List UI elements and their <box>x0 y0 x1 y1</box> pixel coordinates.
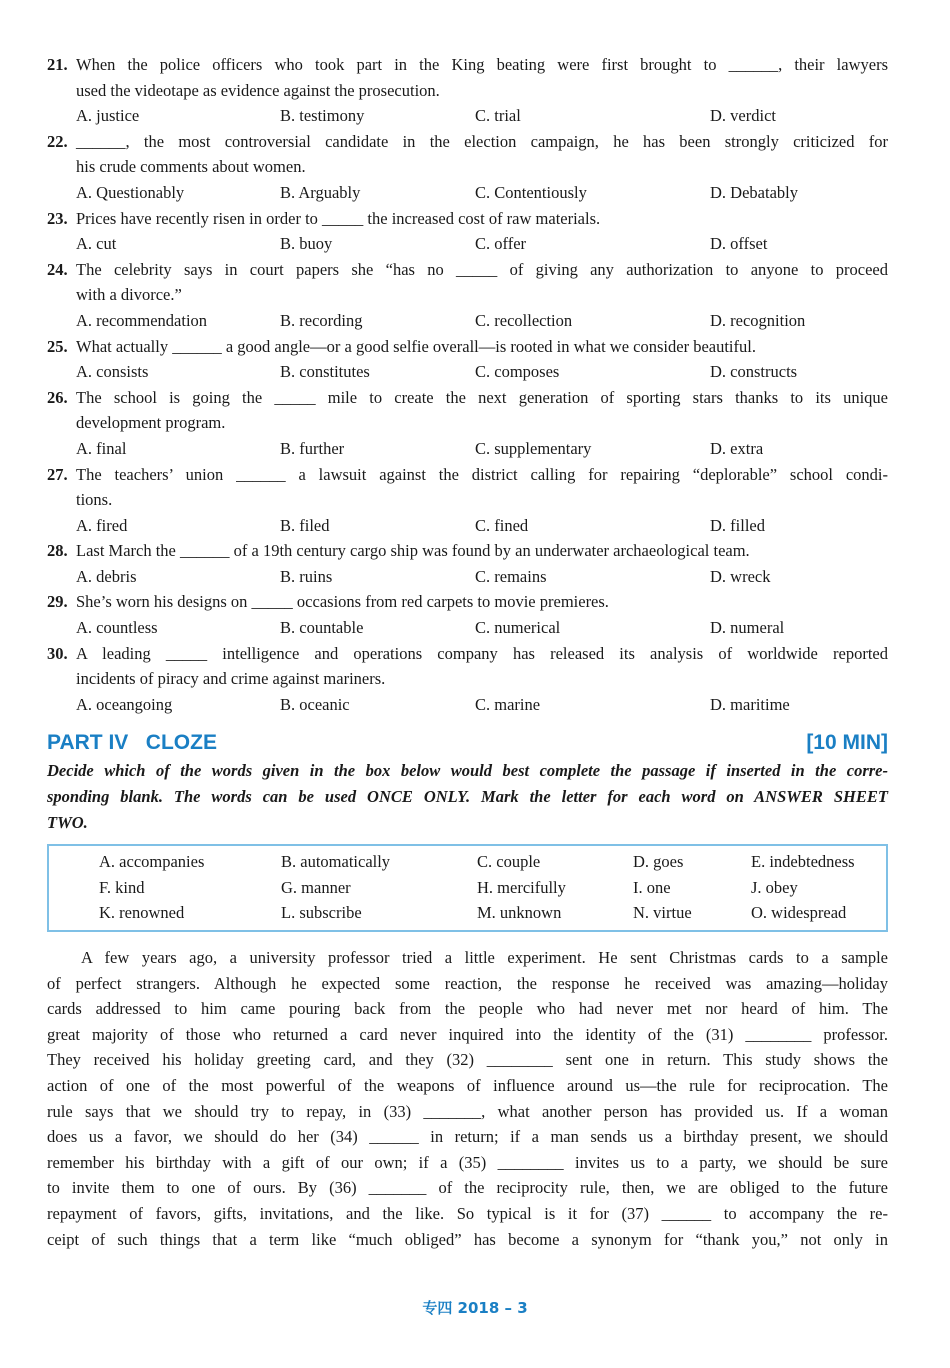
answer-options <box>47 436 888 462</box>
answer-option[interactable]: A. debris <box>76 566 137 586</box>
word-option: N. virtue <box>633 903 692 923</box>
answer-option[interactable]: C. trial <box>475 106 521 126</box>
word-option: I. one <box>633 877 671 897</box>
word-box-row <box>49 900 886 926</box>
question-number <box>47 666 76 692</box>
question-text: incidents of piracy and crime against mariners. <box>76 669 386 689</box>
instruction-line: sponding blank. The words can be used ONCE ONLY. Mark the letter for each word on ANSWER SHEET <box>47 787 888 807</box>
question-text: Prices have recently risen in order to _____ the increased cost of raw materials. <box>76 208 601 228</box>
word-option: D. goes <box>633 852 684 872</box>
answer-option[interactable]: A. countless <box>76 618 158 638</box>
part-header <box>47 728 888 758</box>
answer-option[interactable]: C. composes <box>475 362 560 382</box>
answer-option[interactable]: A. cut <box>76 234 117 254</box>
question-number: 22. <box>47 131 68 151</box>
word-option: B. automatically <box>281 852 391 872</box>
word-option: K. renowned <box>99 903 185 923</box>
word-option: F. kind <box>99 877 145 897</box>
answer-option[interactable]: C. fined <box>475 515 529 535</box>
part-title: PART IV CLOZE <box>47 731 217 755</box>
word-box-row <box>49 875 886 901</box>
question-text: The school is going the _____ mile to create the next generation of sporting stars thanks to its unique <box>76 387 888 407</box>
question-line <box>47 206 888 232</box>
question-line <box>47 487 888 513</box>
passage-line: great majority of those who returned a card never inquired into the identity of the (31) ________ professor. <box>47 1024 888 1044</box>
question-text: What actually ______ a good angle—or a good selfie overall—is rooted in what we consider beautiful. <box>76 336 756 356</box>
answer-option[interactable]: A. final <box>76 438 127 458</box>
question-text: The celebrity says in court papers she “has no _____ of giving any authorization to anyone to proceed <box>76 259 888 279</box>
question-text: She’s worn his designs on _____ occasions from red carpets to movie premieres. <box>76 592 609 612</box>
answer-option[interactable]: C. supplementary <box>475 438 592 458</box>
answer-option[interactable]: D. offset <box>710 234 768 254</box>
question-number: 24. <box>47 259 68 279</box>
passage-line: repayment of favors, gifts, invitations, and the like. So typical is it for (37) ______ to accompany the re- <box>47 1203 888 1223</box>
answer-option[interactable]: C. recollection <box>475 310 573 330</box>
instructions <box>47 758 888 835</box>
answer-option[interactable]: D. maritime <box>710 694 790 714</box>
passage-line: rule says that we should try to repay, in (33) _______, what another person has provided us. If a woman <box>47 1101 888 1121</box>
question-text: used the videotape as evidence against the prosecution. <box>76 80 440 100</box>
answer-options <box>47 308 888 334</box>
answer-option[interactable]: D. recognition <box>710 310 806 330</box>
question-line <box>47 666 888 692</box>
answer-options <box>47 180 888 206</box>
word-option: M. unknown <box>477 903 562 923</box>
answer-options <box>47 359 888 385</box>
answer-option[interactable]: D. Debatably <box>710 182 798 202</box>
answer-options <box>47 231 888 257</box>
passage-line: of perfect strangers. Although he expected some reaction, the response he received was amazing—holiday <box>47 973 888 993</box>
answer-option[interactable]: B. buoy <box>280 234 333 254</box>
word-option: O. widespread <box>751 903 847 923</box>
question-line <box>47 334 888 360</box>
instruction-line: TWO. <box>47 812 88 832</box>
answer-option[interactable]: B. further <box>280 438 345 458</box>
word-option: G. manner <box>281 877 351 897</box>
word-option: J. obey <box>751 877 798 897</box>
question-number <box>47 410 76 436</box>
answer-option[interactable]: A. justice <box>76 106 140 126</box>
question-number <box>47 487 76 513</box>
part-time: [10 MIN] <box>806 731 888 755</box>
passage-line: action of one of the most powerful of the weapons of influence around us—the rule for reciprocation. The <box>47 1075 888 1095</box>
answer-option[interactable]: B. testimony <box>280 106 365 126</box>
answer-option[interactable]: C. offer <box>475 234 527 254</box>
question-text: development program. <box>76 413 226 433</box>
question-number <box>47 78 76 104</box>
answer-option[interactable]: B. countable <box>280 618 364 638</box>
answer-option[interactable]: D. verdict <box>710 106 776 126</box>
question-line <box>47 385 888 411</box>
question-text: with a divorce.” <box>76 285 182 305</box>
question-line <box>47 78 888 104</box>
question-line <box>47 589 888 615</box>
answer-option[interactable]: B. oceanic <box>280 694 350 714</box>
question-number: 23. <box>47 208 68 228</box>
exam-page <box>47 52 888 1252</box>
answer-options <box>47 564 888 590</box>
answer-options <box>47 615 888 641</box>
question-number <box>47 154 76 180</box>
answer-option[interactable]: B. filed <box>280 515 330 535</box>
answer-option[interactable]: C. Contentiously <box>475 182 587 202</box>
word-option: C. couple <box>477 852 541 872</box>
question-line <box>47 410 888 436</box>
word-box-row <box>49 849 886 875</box>
question-number <box>47 282 76 308</box>
answer-option[interactable]: A. Questionably <box>76 182 185 202</box>
question-text: his crude comments about women. <box>76 157 306 177</box>
word-option: H. mercifully <box>477 877 566 897</box>
answer-option[interactable]: C. remains <box>475 566 547 586</box>
answer-option[interactable]: D. extra <box>710 438 764 458</box>
question-line <box>47 641 888 667</box>
instruction-line: Decide which of the words given in the box below would best complete the passage if inserted in the corre- <box>47 761 888 781</box>
question-number: 21. <box>47 55 68 74</box>
answer-option[interactable]: D. filled <box>710 515 765 535</box>
question-line <box>47 538 888 564</box>
word-box <box>47 844 888 932</box>
answer-option[interactable]: C. marine <box>475 694 541 714</box>
passage-line: cards addressed to him came pouring back from the people who had never met nor heard of him. The <box>47 999 888 1019</box>
passage-line: to invite them to one of ours. By (36) _______ of the reciprocity rule, then, we are obliged to the future <box>47 1178 888 1198</box>
question-line <box>47 257 888 283</box>
answer-options <box>47 513 888 539</box>
question-text: A leading _____ intelligence and operations company has released its analysis of worldwide reported <box>76 643 888 663</box>
answer-option[interactable]: B. ruins <box>280 566 333 586</box>
question-number: 28. <box>47 541 68 561</box>
passage-line: ceipt of such things that a term like “much obliged” has become a synonym for “thank you,” not only in <box>47 1229 888 1249</box>
cloze-passage <box>47 945 888 1252</box>
question-number: 27. <box>47 464 68 484</box>
answer-option[interactable]: B. recording <box>280 310 363 330</box>
answer-option[interactable]: B. Arguably <box>280 182 361 202</box>
passage-line: A few years ago, a university professor tried a little experiment. He sent Christmas cards to a sample <box>81 948 888 967</box>
question-number: 26. <box>47 387 68 407</box>
answer-option[interactable]: D. constructs <box>710 362 798 382</box>
answer-option[interactable]: C. numerical <box>475 618 561 638</box>
word-option: L. subscribe <box>281 903 362 923</box>
passage-line: does us a favor, we should do her (34) ______ in return; if a man sends us a birthday present, we should <box>47 1127 888 1147</box>
passage-line: remember his birthday with a gift of our own; if a (35) ________ invites us to a party, we should be sure <box>47 1152 888 1172</box>
question-text: When the police officers who took part in the King beating were first brought to ______, their lawyers <box>76 55 888 74</box>
answer-option[interactable]: A. recommendation <box>76 310 208 330</box>
question-text: ______, the most controversial candidate in the election campaign, he has been strongly criticized for <box>76 131 888 151</box>
answer-option[interactable]: B. constitutes <box>280 362 370 382</box>
answer-option[interactable]: A. consists <box>76 362 149 382</box>
question-line <box>47 462 888 488</box>
word-option: E. indebtedness <box>751 852 855 872</box>
answer-option[interactable]: A. oceangoing <box>76 694 173 714</box>
question-text: The teachers’ union ______ a lawsuit against the district calling for repairing “deplorable” school condi- <box>76 464 888 484</box>
question-line <box>47 154 888 180</box>
question-text: tions. <box>76 490 113 510</box>
answer-option[interactable]: A. fired <box>76 515 128 535</box>
answer-options <box>47 692 888 718</box>
question-list <box>47 52 888 717</box>
answer-option[interactable]: D. numeral <box>710 618 785 638</box>
page-footer: 专四 2018 – 3 <box>422 1299 528 1317</box>
question-number: 25. <box>47 336 68 356</box>
word-option: A. accompanies <box>99 852 205 872</box>
passage-line: They received his holiday greeting card, and they (32) ________ sent one in return. This study shows the <box>47 1050 888 1070</box>
question-line <box>47 129 888 155</box>
answer-option[interactable]: D. wreck <box>710 566 771 586</box>
question-line <box>47 282 888 308</box>
question-number: 29. <box>47 592 68 612</box>
question-text: Last March the ______ of a 19th century cargo ship was found by an underwater archaeological team. <box>76 541 750 561</box>
answer-options <box>47 103 888 129</box>
question-line <box>47 52 888 78</box>
question-number: 30. <box>47 643 68 663</box>
